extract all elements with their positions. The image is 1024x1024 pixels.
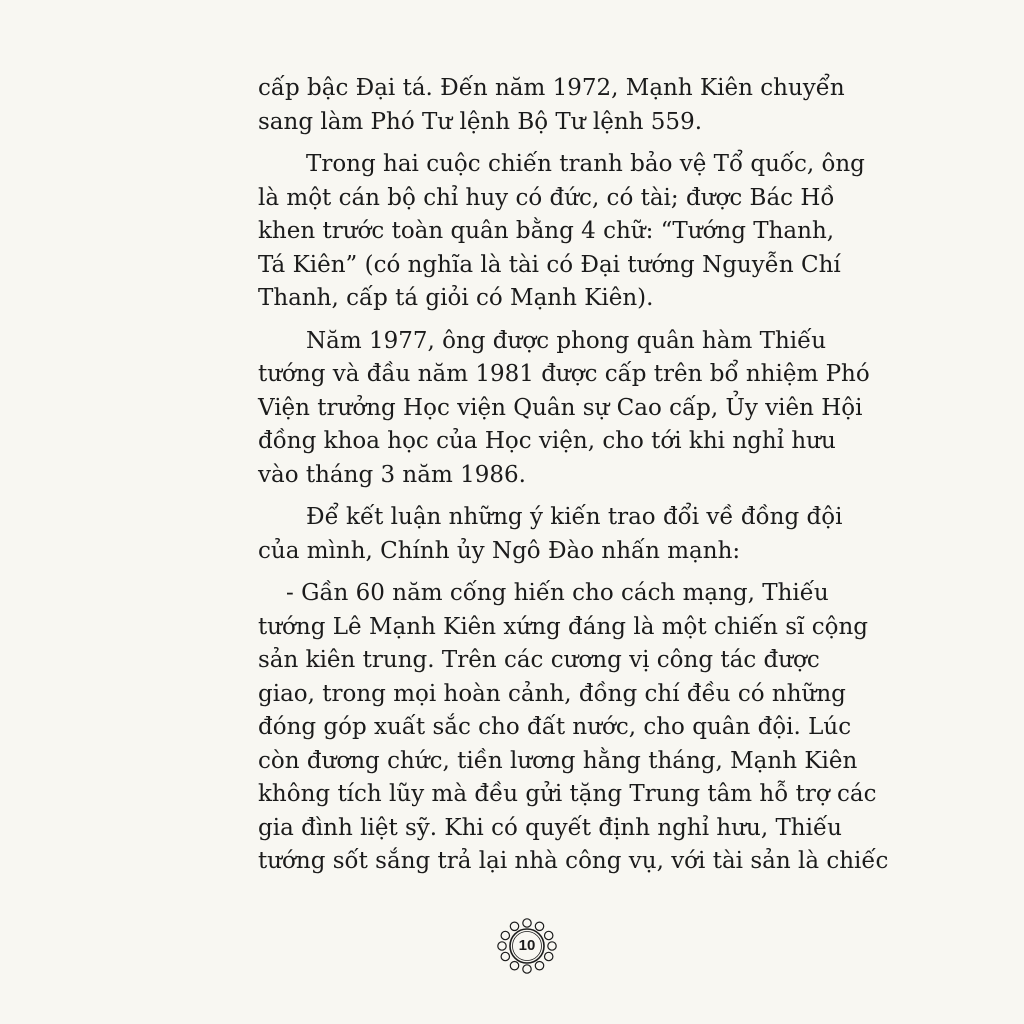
body-text bbox=[258, 72, 889, 879]
paragraph-2-line-5: Thanh, cấp tá giỏi có Mạnh Kiên). bbox=[258, 285, 654, 311]
paragraph-2-line-4: Tá Kiên” (có nghĩa là tài có Đại tướng Nguyễn Chí bbox=[258, 251, 841, 278]
paragraph-5-line-7: không tích lũy mà đều gửi tặng Trung tâm hỗ trợ các bbox=[258, 781, 877, 807]
paragraph-5-line-1: - Gần 60 năm cống hiến cho cách mạng, Thiếu bbox=[286, 580, 829, 606]
paragraph-1-line-1: cấp bậc Đại tá. Đến năm 1972, Mạnh Kiên chuyển bbox=[258, 75, 845, 101]
paragraph-5-line-8: gia đình liệt sỹ. Khi có quyết định nghỉ hưu, Thiếu bbox=[258, 814, 842, 841]
paragraph-5-line-5: đóng góp xuất sắc cho đất nước, cho quân đội. Lúc bbox=[258, 714, 852, 740]
paragraph-4-line-2: của mình, Chính ủy Ngô Đào nhấn mạnh: bbox=[258, 537, 741, 564]
page-number-badge bbox=[496, 915, 558, 977]
paragraph-5-line-4: giao, trong mọi hoàn cảnh, đồng chí đều có những bbox=[258, 680, 846, 707]
paragraph-1-line-2: sang làm Phó Tư lệnh Bộ Tư lệnh 559. bbox=[258, 108, 703, 135]
paragraph-3-line-5: vào tháng 3 năm 1986. bbox=[258, 461, 526, 488]
paragraph-3-line-3: Viện trưởng Học viện Quân sự Cao cấp, Ủy viên Hội bbox=[258, 394, 863, 421]
paragraph-3-line-4: đồng khoa học của Học viện, cho tới khi nghỉ hưu bbox=[258, 428, 836, 454]
paragraph-5-line-2: tướng Lê Mạnh Kiên xứng đáng là một chiến sĩ cộng bbox=[258, 613, 868, 640]
paragraph-2-line-1: Trong hai cuộc chiến tranh bảo vệ Tổ quốc, ông bbox=[306, 151, 865, 177]
paragraph-5-line-9: tướng sốt sắng trả lại nhà công vụ, với tài sản là chiếc bbox=[258, 848, 889, 874]
page-number: 10 bbox=[518, 937, 536, 954]
paragraph-3-line-2: tướng và đầu năm 1981 được cấp trên bổ nhiệm Phó bbox=[258, 361, 870, 387]
paragraph-4-line-1: Để kết luận những ý kiến trao đổi về đồng đội bbox=[306, 504, 843, 530]
paragraph-3-line-1: Năm 1977, ông được phong quân hàm Thiếu bbox=[306, 327, 827, 354]
paragraph-5-line-6: còn đương chức, tiền lương hằng tháng, Mạnh Kiên bbox=[258, 747, 858, 774]
paragraph-2-line-2: là một cán bộ chỉ huy có đức, có tài; được Bác Hồ bbox=[258, 184, 835, 211]
paragraph-5-line-3: sản kiên trung. Trên các cương vị công tác được bbox=[258, 647, 820, 673]
paragraph-2-line-3: khen trước toàn quân bằng 4 chữ: “Tướng Thanh, bbox=[258, 218, 835, 244]
